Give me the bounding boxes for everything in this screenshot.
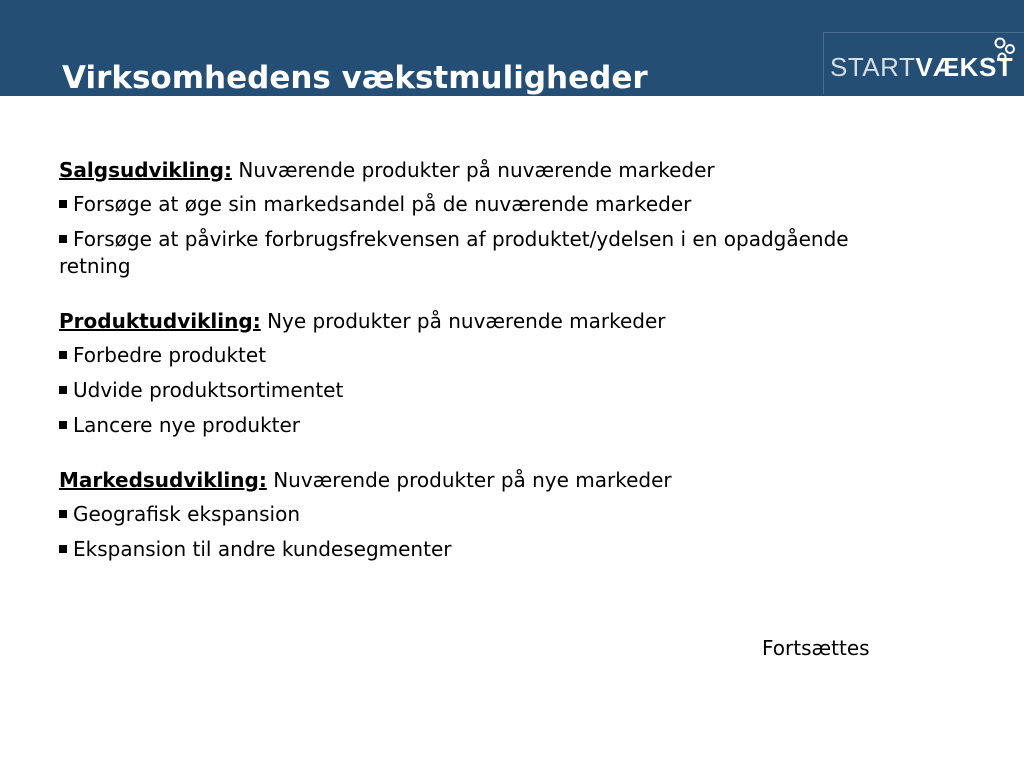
bullet-item — [59, 226, 859, 280]
logo-text-vaekst: VÆKST — [915, 52, 1014, 82]
square-bullet-icon — [59, 235, 67, 243]
bullet-text: Forsøge at påvirke forbrugsfrekvensen af produktet/ydelsen i en opadgående retning — [59, 227, 849, 278]
slide-content — [59, 158, 859, 592]
bullet-text: Lancere nye produkter — [73, 413, 301, 437]
bullet-item — [59, 412, 859, 439]
logo-rings-icon — [990, 35, 1020, 65]
section-heading: Salgsudvikling: — [59, 158, 232, 182]
square-bullet-icon — [59, 386, 67, 394]
section-produktudvikling — [59, 309, 859, 439]
section-description: Nuværende produkter på nye markeder — [273, 468, 672, 492]
bullet-item — [59, 377, 859, 404]
bullet-text: Forbedre produktet — [73, 343, 267, 367]
square-bullet-icon — [59, 545, 67, 553]
logo-wordmark — [830, 52, 1013, 82]
section-heading: Markedsudvikling: — [59, 468, 267, 492]
bullet-text: Ekspansion til andre kundesegmenter — [73, 537, 452, 561]
bullet-item — [59, 536, 859, 563]
square-bullet-icon — [59, 351, 67, 359]
section-description: Nuværende produkter på nuværende markeder — [238, 158, 715, 182]
section-salgsudvikling — [59, 158, 859, 280]
continued-note: Fortsættes — [762, 636, 870, 660]
slide-title: Virksomhedens vækstmuligheder — [62, 60, 648, 96]
bullet-text: Geografisk ekspansion — [73, 502, 300, 526]
section-heading: Produktudvikling: — [59, 309, 261, 333]
bullet-item — [59, 191, 859, 218]
section-intro — [59, 309, 859, 334]
logo-text-start: START — [830, 52, 916, 82]
bullet-text: Udvide produktsortimentet — [73, 378, 344, 402]
section-description: Nye produkter på nuværende markeder — [267, 309, 666, 333]
bullet-item — [59, 342, 859, 369]
square-bullet-icon — [59, 510, 67, 518]
bullet-text: Forsøge at øge sin markedsandel på de nuværende markeder — [73, 192, 692, 216]
square-bullet-icon — [59, 200, 67, 208]
section-intro — [59, 158, 859, 183]
section-intro — [59, 468, 859, 493]
bullet-item — [59, 501, 859, 528]
section-markedsudvikling — [59, 468, 859, 563]
square-bullet-icon — [59, 421, 67, 429]
startvaekst-logo — [823, 32, 1024, 94]
